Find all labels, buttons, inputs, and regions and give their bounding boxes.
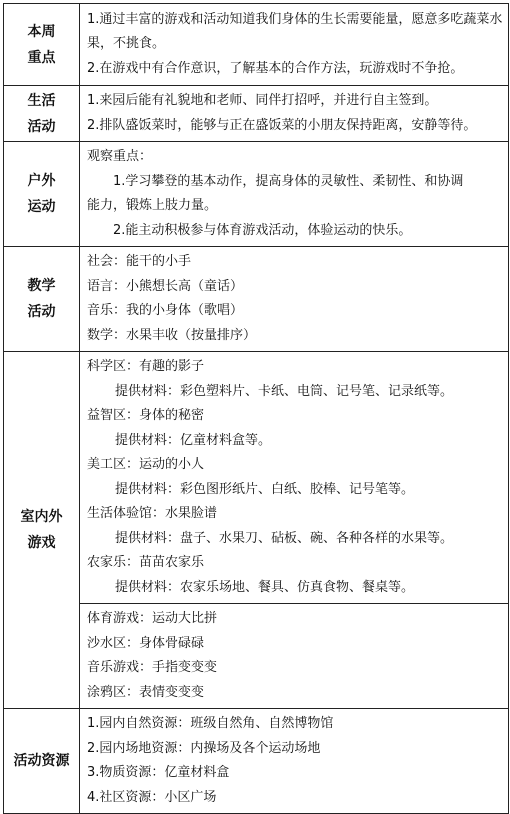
play-materials: 提供材料：彩色图形纸片、白纸、胶棒、记号笔等。	[115, 481, 415, 497]
teaching-content	[80, 247, 509, 352]
outdoor-play-item: 体育游戏：运动大比拼	[87, 611, 218, 626]
play-area: 农家乐：苗苗农家乐	[87, 555, 205, 570]
outdoor-item: 2.能主动积极参与体育游戏活动，体验运动的快乐。	[113, 222, 412, 238]
outdoor-play-content	[80, 604, 509, 709]
weekly-focus-content	[80, 4, 509, 86]
teaching-item: 语言：小熊想长高（童话）	[87, 278, 244, 294]
teaching-item: 音乐：我的小身体（歌唱）	[87, 303, 244, 318]
teaching-item: 社会：能干的小手	[87, 254, 192, 269]
indoor-play-content	[80, 352, 509, 604]
label-line: 本周	[27, 23, 56, 40]
daily-life-content	[80, 86, 509, 142]
resources-content	[80, 709, 509, 814]
row-play-indoor	[4, 352, 509, 604]
play-materials: 提供材料：农家乐场地、餐具、仿真食物、餐桌等。	[115, 579, 415, 595]
outdoor-play-item: 沙水区：身体骨碌碌	[87, 635, 205, 651]
row-daily-life	[4, 86, 509, 142]
play-area: 生活体验馆：水果脸谱	[87, 506, 218, 521]
resource-item: 4.社区资源：小区广场	[87, 789, 217, 805]
row-outdoor-sports	[4, 142, 509, 247]
play-materials: 提供材料：彩色塑料片、卡纸、电筒、记号笔、记录纸等。	[115, 383, 454, 399]
play-area: 益智区：身体的秘密	[87, 408, 205, 423]
row-label-weekly-focus	[4, 4, 80, 86]
focus-item: 2.在游戏中有合作意识，了解基本的合作方法，玩游戏时不争抢。	[87, 60, 464, 76]
row-label-play	[4, 352, 80, 709]
label-line: 室内外	[20, 509, 63, 525]
label-line: 游戏	[27, 535, 56, 551]
label-line: 活动资源	[13, 753, 70, 769]
play-area: 科学区：有趣的影子	[87, 359, 205, 374]
outdoor-sports-content	[80, 142, 509, 247]
play-area: 美工区：运动的小人	[87, 457, 205, 472]
label-line: 运动	[27, 199, 56, 215]
label-line: 教学	[27, 278, 56, 294]
life-item: 2.排队盛饭菜时，能够与正在盛饭菜的小朋友保持距离，安静等待。	[87, 117, 477, 133]
outdoor-item: 1.学习攀登的基本动作，提高身体的灵敏性、柔韧性、和协调	[113, 173, 464, 189]
label-line: 活动	[27, 304, 56, 320]
row-play-outdoor	[4, 604, 509, 709]
focus-item: 1.通过丰富的游戏和活动知道我们身体的生长需要能量，愿意多吃蔬菜水果，不挑食。	[87, 11, 503, 52]
outdoor-play-item: 涂鸦区：表情变变变	[87, 684, 205, 700]
outdoor-item-continued: 能力，锻炼上肢力量。	[87, 198, 218, 213]
play-materials: 提供材料：亿童材料盒等。	[115, 432, 272, 448]
resource-item: 2.园内场地资源：内操场及各个运动场地	[87, 740, 321, 756]
outdoor-play-item: 音乐游戏：手指变变变	[87, 660, 218, 675]
label-line: 重点	[27, 49, 56, 66]
play-materials: 提供材料：盘子、水果刀、砧板、碗、各种各样的水果等。	[115, 530, 454, 546]
life-item: 1.来园后能有礼貌地和老师、同伴打招呼，并进行自主签到。	[87, 93, 438, 108]
resource-item: 3.物质资源：亿童材料盒	[87, 765, 230, 780]
label-line: 户外	[27, 173, 56, 189]
weekly-plan-table	[3, 3, 509, 814]
row-weekly-focus	[4, 4, 509, 86]
row-resources	[4, 709, 509, 814]
resource-item: 1.园内自然资源：班级自然角、自然博物馆	[87, 716, 334, 731]
row-label-outdoor-sports	[4, 142, 80, 247]
observation-heading: 观察重点：	[87, 149, 153, 164]
label-line: 生活	[27, 92, 56, 109]
row-label-teaching	[4, 247, 80, 352]
row-label-resources	[4, 709, 80, 814]
row-teaching	[4, 247, 509, 352]
label-line: 活动	[27, 118, 56, 135]
teaching-item: 数学：水果丰收（按量排序）	[87, 327, 257, 343]
row-label-daily-life	[4, 86, 80, 142]
